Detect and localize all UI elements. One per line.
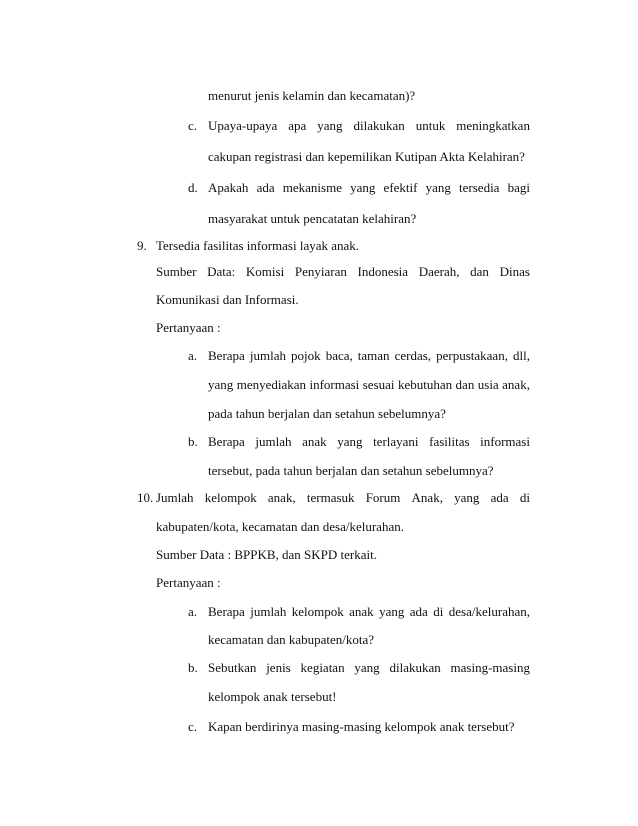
word: informasi	[309, 377, 360, 392]
word: mekanisme	[282, 180, 342, 195]
word: ada	[256, 180, 275, 195]
word: Berapa	[208, 348, 245, 363]
item10-source: Sumber Data : BPPKB, dan SKPD terkait.	[156, 547, 377, 562]
item9-q-b-line1	[208, 434, 530, 450]
word: kelompok	[204, 490, 257, 505]
item10-q-a-line1	[208, 604, 530, 620]
word: kegiatan	[300, 660, 345, 675]
item9-q-a-marker: a.	[188, 348, 198, 363]
word: informasi	[480, 434, 530, 449]
item9-questions-label: Pertanyaan :	[156, 320, 221, 335]
word: sesuai	[362, 377, 395, 392]
word: meningkatkan	[456, 118, 530, 133]
word: Dinas	[499, 264, 530, 279]
word: yang	[317, 118, 343, 133]
item8-d-line2: masyarakat untuk pencatatan kelahiran?	[208, 211, 417, 226]
word: jumlah	[249, 348, 286, 363]
item9-title: Tersedia fasilitas informasi layak anak.	[156, 238, 360, 253]
word: perpustakaan,	[436, 348, 508, 363]
word: Upaya-upaya	[208, 118, 278, 133]
word: anak,	[502, 377, 530, 392]
word: dan	[470, 264, 489, 279]
word: Berapa	[208, 604, 245, 619]
word: taman	[357, 348, 390, 363]
word: dll,	[513, 348, 530, 363]
item10-q-a-marker: a.	[188, 604, 198, 619]
word: kebutuhan	[397, 377, 453, 392]
word: ada	[409, 604, 428, 619]
word: yang	[379, 604, 405, 619]
item9-q-a-line3: pada tahun berjalan dan setahun sebelumnya?	[208, 406, 446, 421]
item10-title-line2: kabupaten/kota, kecamatan dan desa/kelurahan.	[156, 519, 404, 534]
word: yang	[354, 660, 380, 675]
word: dan	[455, 377, 475, 392]
item8-c-line1	[208, 118, 530, 134]
word: jenis	[266, 660, 291, 675]
item10-title-line1	[156, 490, 530, 506]
item10-q-c-marker: c.	[188, 719, 198, 734]
item9-source-line1	[156, 264, 530, 280]
item10-q-c-line1: Kapan berdirinya masing-masing kelompok anak tersebut?	[208, 719, 515, 734]
word: Jumlah	[156, 490, 194, 505]
word: Berapa	[208, 434, 245, 449]
word: ada	[490, 490, 509, 505]
word: baca,	[325, 348, 353, 363]
word: kelompok	[291, 604, 344, 619]
word: yang	[208, 377, 234, 392]
word: Daerah,	[418, 264, 460, 279]
word: Data:	[207, 264, 236, 279]
word: Sumber	[156, 264, 197, 279]
word: termasuk	[306, 490, 355, 505]
word: yang	[454, 490, 480, 505]
word: Apakah	[208, 180, 249, 195]
word: usia	[477, 377, 499, 392]
item10-questions-label: Pertanyaan :	[156, 575, 221, 590]
word: efektif	[383, 180, 418, 195]
word: untuk	[415, 118, 446, 133]
word: yang	[425, 180, 451, 195]
word: Forum	[365, 490, 401, 505]
word: Sebutkan	[208, 660, 257, 675]
word: jumlah	[255, 434, 292, 449]
word: Penyiaran	[294, 264, 347, 279]
word: dilakukan	[389, 660, 441, 675]
item8-b-tail: menurut jenis kelamin dan kecamatan)?	[208, 88, 416, 103]
word: cerdas,	[394, 348, 432, 363]
word: desa/kelurahan,	[448, 604, 530, 619]
word: dilakukan	[353, 118, 405, 133]
word: anak	[349, 604, 374, 619]
word: anak,	[267, 490, 296, 505]
item8-d-marker: d.	[188, 180, 198, 195]
item10-q-b-line1	[208, 660, 530, 676]
word: pojok	[291, 348, 321, 363]
item8-c-line2: cakupan registrasi dan kepemilikan Kutipan Akta Kelahiran?	[208, 149, 525, 164]
word: tersedia	[459, 180, 500, 195]
word: fasilitas	[429, 434, 470, 449]
word: masing-masing	[450, 660, 530, 675]
item10-q-b-marker: b.	[188, 660, 198, 675]
item9-q-b-marker: b.	[188, 434, 198, 449]
item8-c-marker: c.	[188, 118, 198, 133]
word: bagi	[507, 180, 530, 195]
word: terlayani	[373, 434, 419, 449]
word: Komisi	[245, 264, 285, 279]
word: anak	[302, 434, 327, 449]
word: apa	[288, 118, 307, 133]
item10-q-b-line2: kelompok anak tersebut!	[208, 689, 337, 704]
item10-q-a-line2: kecamatan dan kabupaten/kota?	[208, 632, 375, 647]
item9-source-line2: Komunikasi dan Informasi.	[156, 292, 299, 307]
word: Anak,	[411, 490, 443, 505]
word: yang	[350, 180, 376, 195]
item9-number: 9.	[137, 238, 147, 253]
item9-q-a-line1	[208, 348, 530, 364]
item9-q-a-line2	[208, 377, 530, 393]
word: Indonesia	[357, 264, 409, 279]
word: di	[433, 604, 444, 619]
word: jumlah	[250, 604, 287, 619]
word: menyediakan	[236, 377, 307, 392]
item10-number: 10.	[137, 490, 154, 505]
word: yang	[337, 434, 363, 449]
word: di	[519, 490, 530, 505]
item8-d-line1	[208, 180, 530, 196]
item9-q-b-line2: tersebut, pada tahun berjalan dan setahun sebelumnya?	[208, 463, 494, 478]
